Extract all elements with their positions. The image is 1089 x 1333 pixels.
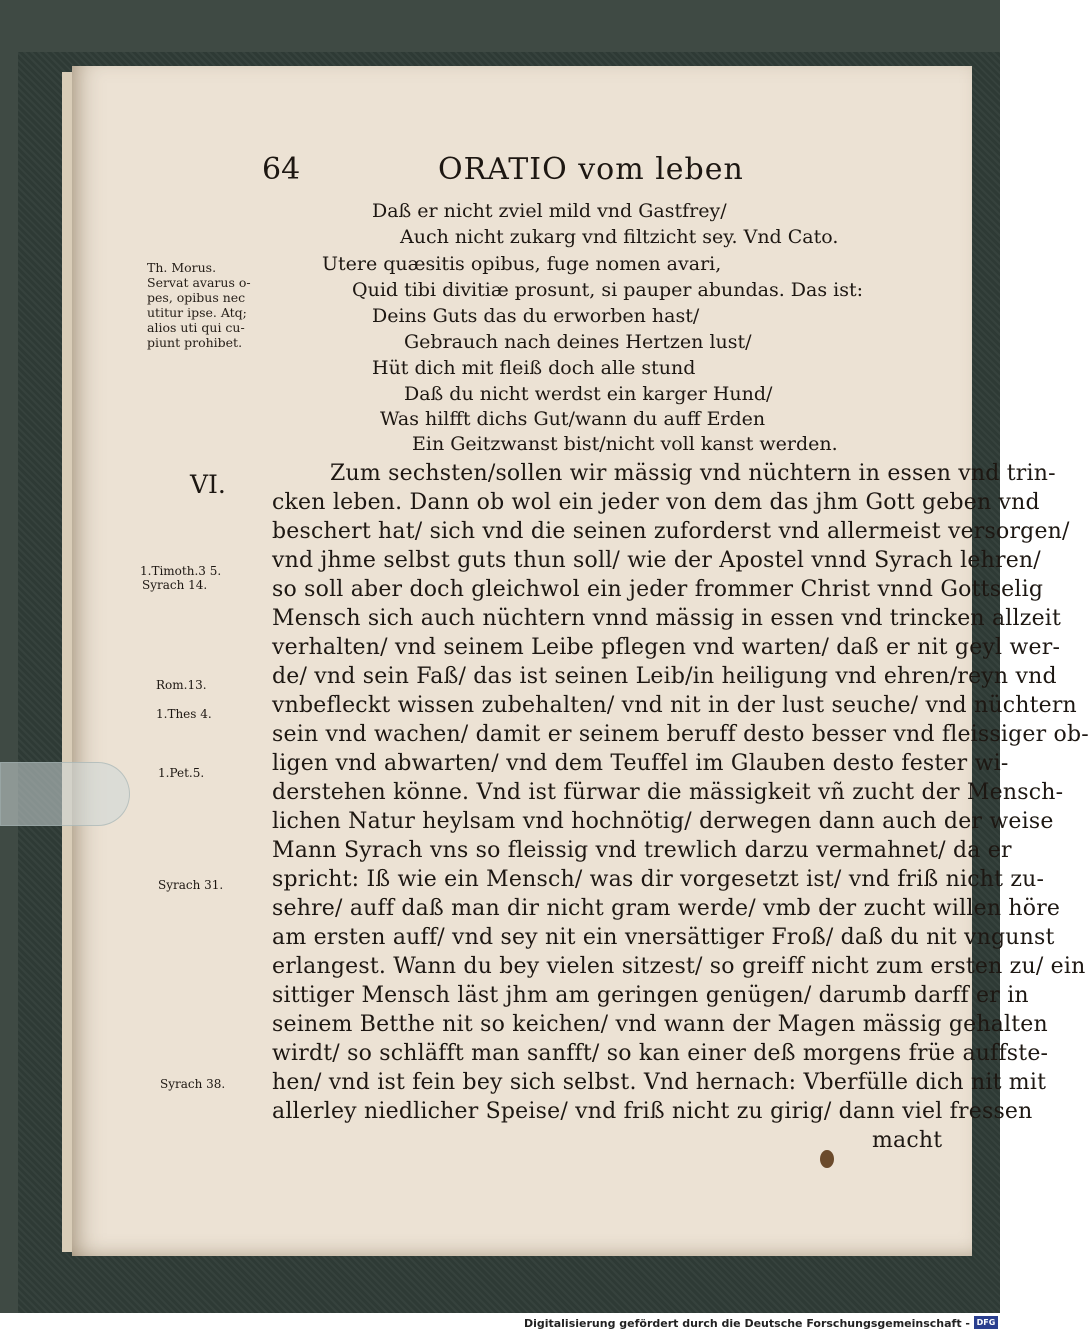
body-line: spricht: Iß wie ein Mensch/ was dir vorgesetzt ist/ vnd friß nicht zu- [272,867,1045,892]
margin-reference: Syrach 31. [158,878,224,892]
verse-line: Ein Geitzwanst bist/nicht voll kanst werden. [412,433,838,455]
verse-line: Deins Guts das du erworben hast/ [372,305,700,327]
body-line: Mensch sich auch nüchtern vnnd mässig in essen vnd trincken allzeit [272,606,1062,631]
margin-reference: Syrach 38. [160,1077,226,1091]
ink-stain [820,1150,834,1168]
body-line: allerley niedlicher Speise/ vnd friß nicht zu girig/ dann viel fressen [272,1099,1033,1124]
body-line: sittiger Mensch läst jhm am geringen genügen/ darumb darff er in [272,983,1029,1008]
margin-reference: Rom.13. [156,678,207,692]
margin-note-line: piunt prohibet. [147,335,243,350]
dfg-logo: DFG [974,1316,998,1329]
verse-line: Daß er nicht zviel mild vnd Gastfrey/ [372,200,727,222]
margin-reference: 1.Pet.5. [158,766,205,780]
body-line: vnd jhme selbst guts thun soll/ wie der Apostel vnnd Syrach lehren/ [272,548,1041,573]
verse-line: Hüt dich mit fleiß doch alle stund [372,357,696,379]
body-line: derstehen könne. Vnd ist fürwar die mässigkeit vñ zucht der Mensch- [272,780,1064,805]
body-line: hen/ vnd ist fein bey sich selbst. Vnd hernach: Vberfülle dich nit mit [272,1070,1047,1095]
margin-note-line: utitur ipse. Atq; [147,305,247,320]
page-title: ORATIO vom leben [438,152,744,187]
verse-line: Utere quæsitis opibus, fuge nomen avari, [322,253,722,275]
body-line: beschert hat/ sich vnd die seinen zuforderst vnd allermeist versorgen/ [272,519,1070,544]
body-line: vnbefleckt wissen zubehalten/ vnd nit in der lust seuche/ vnd nüchtern [272,693,1077,718]
margin-note-line: pes, opibus nec [147,290,246,305]
body-line: lichen Natur heylsam vnd hochnötig/ derwegen dann auch der weise [272,809,1054,834]
verse-line: Quid tibi divitiæ prosunt, si pauper abundas. Das ist: [352,279,863,301]
body-line: Zum sechsten/sollen wir mässig vnd nüchtern in essen vnd trin- [330,461,1056,486]
verse-line: Auch nicht zukarg vnd filtzicht sey. Vnd Cato. [400,226,839,248]
body-line: ligen vnd abwarten/ vnd dem Teuffel im Glauben desto fester wi- [272,751,1009,776]
body-line: sein vnd wachen/ damit er seinem beruff desto besser vnd fleissiger ob- [272,722,1089,747]
verse-line: Daß du nicht werdst ein karger Hund/ [404,383,773,405]
body-line: seinem Betthe nit so keichen/ vnd wann der Magen mässig gehalten [272,1012,1048,1037]
plastic-clip [0,762,130,826]
margin-note-line: Servat avarus o- [147,275,251,290]
margin-note [147,260,272,350]
body-line: erlangest. Wann du bey vielen sitzest/ so greiff nicht zum ersten zu/ ein [272,954,1086,979]
footer-bar [0,1313,1000,1333]
body-line: am ersten auff/ vnd sey nit ein vnersättiger Froß/ daß du nit vngunst [272,925,1055,950]
verse-line: Was hilfft dichs Gut/wann du auff Erden [380,408,766,430]
body-line: verhalten/ vnd seinem Leibe pflegen vnd warten/ daß er nit geyl wer- [272,635,1061,660]
verse-line: Gebrauch nach deines Hertzen lust/ [404,331,752,353]
margin-note-line: alios uti qui cu- [147,320,245,335]
body-line: Mann Syrach vns so fleissig vnd trewlich darzu vermahnet/ da er [272,838,1012,863]
body-line: sehre/ auff daß man dir nicht gram werde/ vmb der zucht willen höre [272,896,1061,921]
page-number: 64 [262,152,301,187]
margin-reference: 1.Thes 4. [156,707,212,721]
catchword: macht [872,1128,943,1153]
margin-note-line: Th. Morus. [147,260,217,275]
body-line: wirdt/ so schläfft man sanfft/ so kan einer deß morgens früe auffste- [272,1041,1049,1066]
margin-reference: Syrach 14. [142,578,208,592]
body-line: so soll aber doch gleichwol ein jeder frommer Christ vnnd Gottselig [272,577,1044,602]
margin-reference: 1.Timoth.3 5. [140,564,222,578]
section-number: VI. [190,470,226,499]
body-line: de/ vnd sein Faß/ das ist seinen Leib/in heiligung vnd ehren/reyn vnd [272,664,1057,689]
footer-text: Digitalisierung gefördert durch die Deutsche Forschungsgemeinschaft - [523,1317,970,1330]
body-line: cken leben. Dann ob wol ein jeder von dem das jhm Gott geben vnd [272,490,1040,515]
